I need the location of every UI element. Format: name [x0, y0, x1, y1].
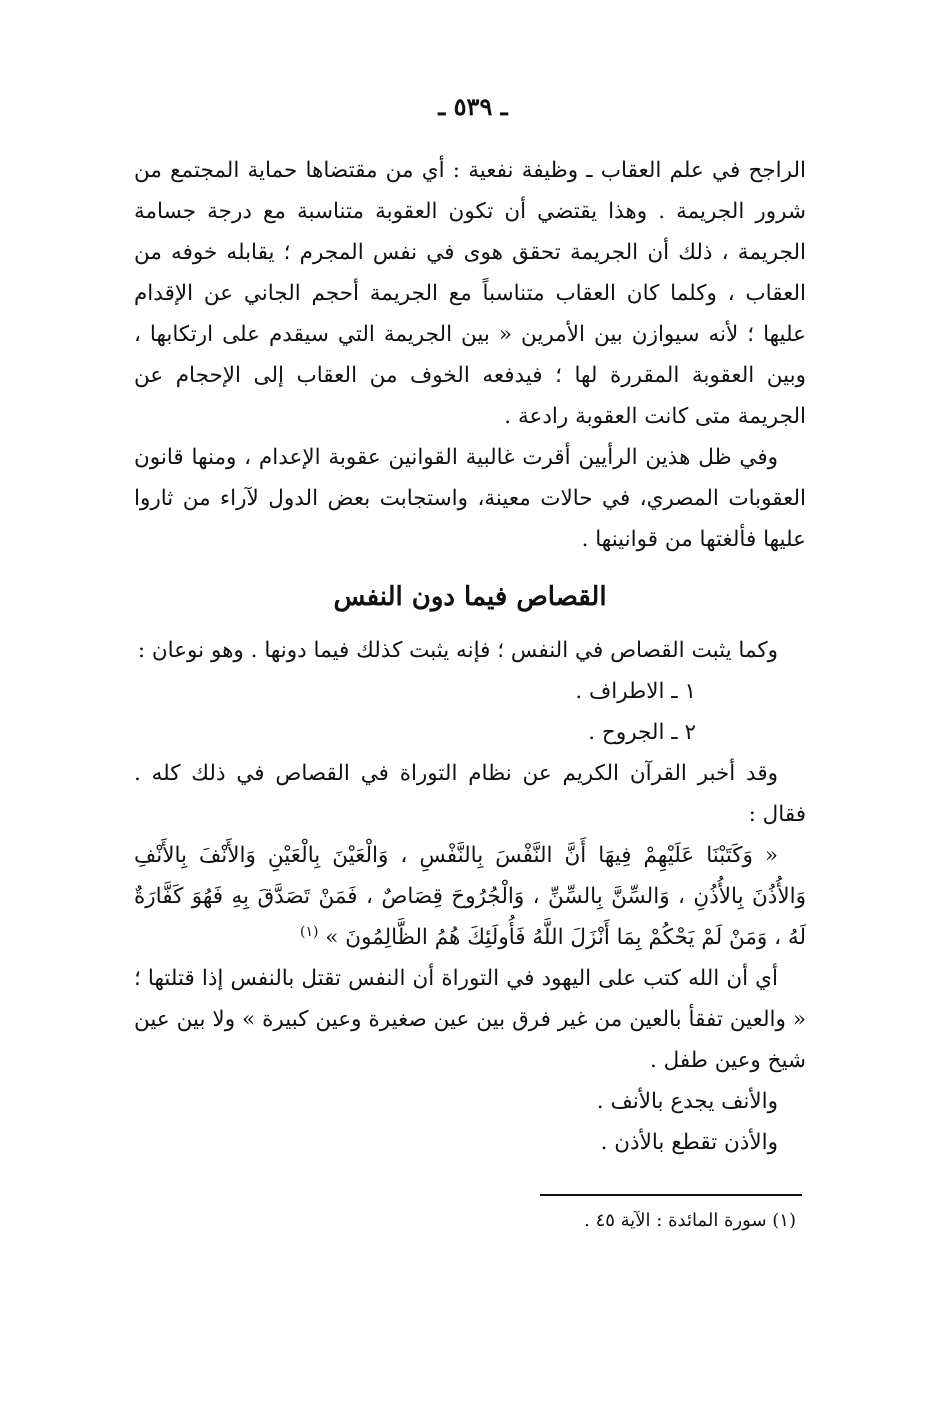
quran-quote [134, 835, 806, 958]
footnote: (١) سورة المائدة : الآية ٤٥ . [584, 1210, 796, 1231]
paragraph-2: وفي ظل هذين الرأيين أقرت غالبية القوانين عقوبة الإعدام ، ومنها قانون العقوبات المصري، في حالات معينة، واستجابت بعض الدول لآراء من ثاروا عليها فألغتها من قوانينها . [134, 445, 806, 552]
page-number: ـ ٥٣٩ ـ [438, 92, 508, 121]
paragraph-1: الراجح في علم العقاب ـ وظيفة نفعية : أي من مقتضاها حماية المجتمع من شرور الجريمة . وهذا يقتضي أن تكون العقوبة متناسبة مع درجة جسامة الجريمة ، ذلك أن الجريمة تحقق هوى في نفس المجرم ؛ يقابله خوفه من العقاب ، وكلما كان العقاب متناسباً مع الجريمة أحجم الجاني عن الإقدام عليها ؛ لأنه سيوازن بين الأمرين « بين الجريمة التي سيقدم على ارتكابها ، وبين العقوبة المقررة لها ؛ فيدفعه الخوف من العقاب إلى الإحجام عن الجريمة متى كانت العقوبة رادعة . [134, 158, 806, 429]
paragraph-3: وكما يثبت القصاص في النفس ؛ فإنه يثبت كذلك فيما دونها . وهو نوعان : [137, 638, 778, 663]
line-ear: والأذن تقطع بالأذن . [600, 1130, 778, 1155]
paragraph-5: أي أن الله كتب على اليهود في التوراة أن النفس تقتل بالنفس إذا قتلتها ؛ « والعين تفقأ بالعين من غير فرق بين عين صغيرة وعين كبيرة » ولا بين عين شيخ وعين طفل . [134, 966, 806, 1073]
footnote-reference: (١) [299, 923, 319, 940]
page-body [134, 150, 806, 1163]
footnote-divider [540, 1194, 802, 1196]
line-nose: والأنف يجدع بالأنف . [596, 1089, 778, 1114]
quote-text: « وَكَتَبْنَا عَلَيْهِمْ فِيهَا أَنَّ النَّفْسَ بِالنَّفْسِ ، وَالْعَيْنَ بِالْعَيْنِ وَالأَنْفَ بِالأَنْفِ وَالأُذُنَ بِالأُذُنِ ، وَالسِّنَّ بِالسِّنِّ ، وَالْجُرُوحَ قِصَاصٌ ، فَمَنْ تَصَدَّقَ بِهِ فَهُوَ كَفَّارَةٌ لَهُ ، وَمَنْ لَمْ يَحْكُمْ بِمَا أَنْزَلَ اللَّهُ فَأُولَئِكَ هُمُ الظَّالِمُونَ » [134, 843, 806, 950]
section-heading: القصاص فيما دون النفس [333, 582, 607, 612]
list-item-2: ٢ ـ الجروح . [588, 720, 696, 745]
list-item-1: ١ ـ الاطراف . [575, 679, 696, 704]
paragraph-4: وقد أخبر القرآن الكريم عن نظام التوراة في القصاص في ذلك كله . فقال : [134, 761, 806, 827]
